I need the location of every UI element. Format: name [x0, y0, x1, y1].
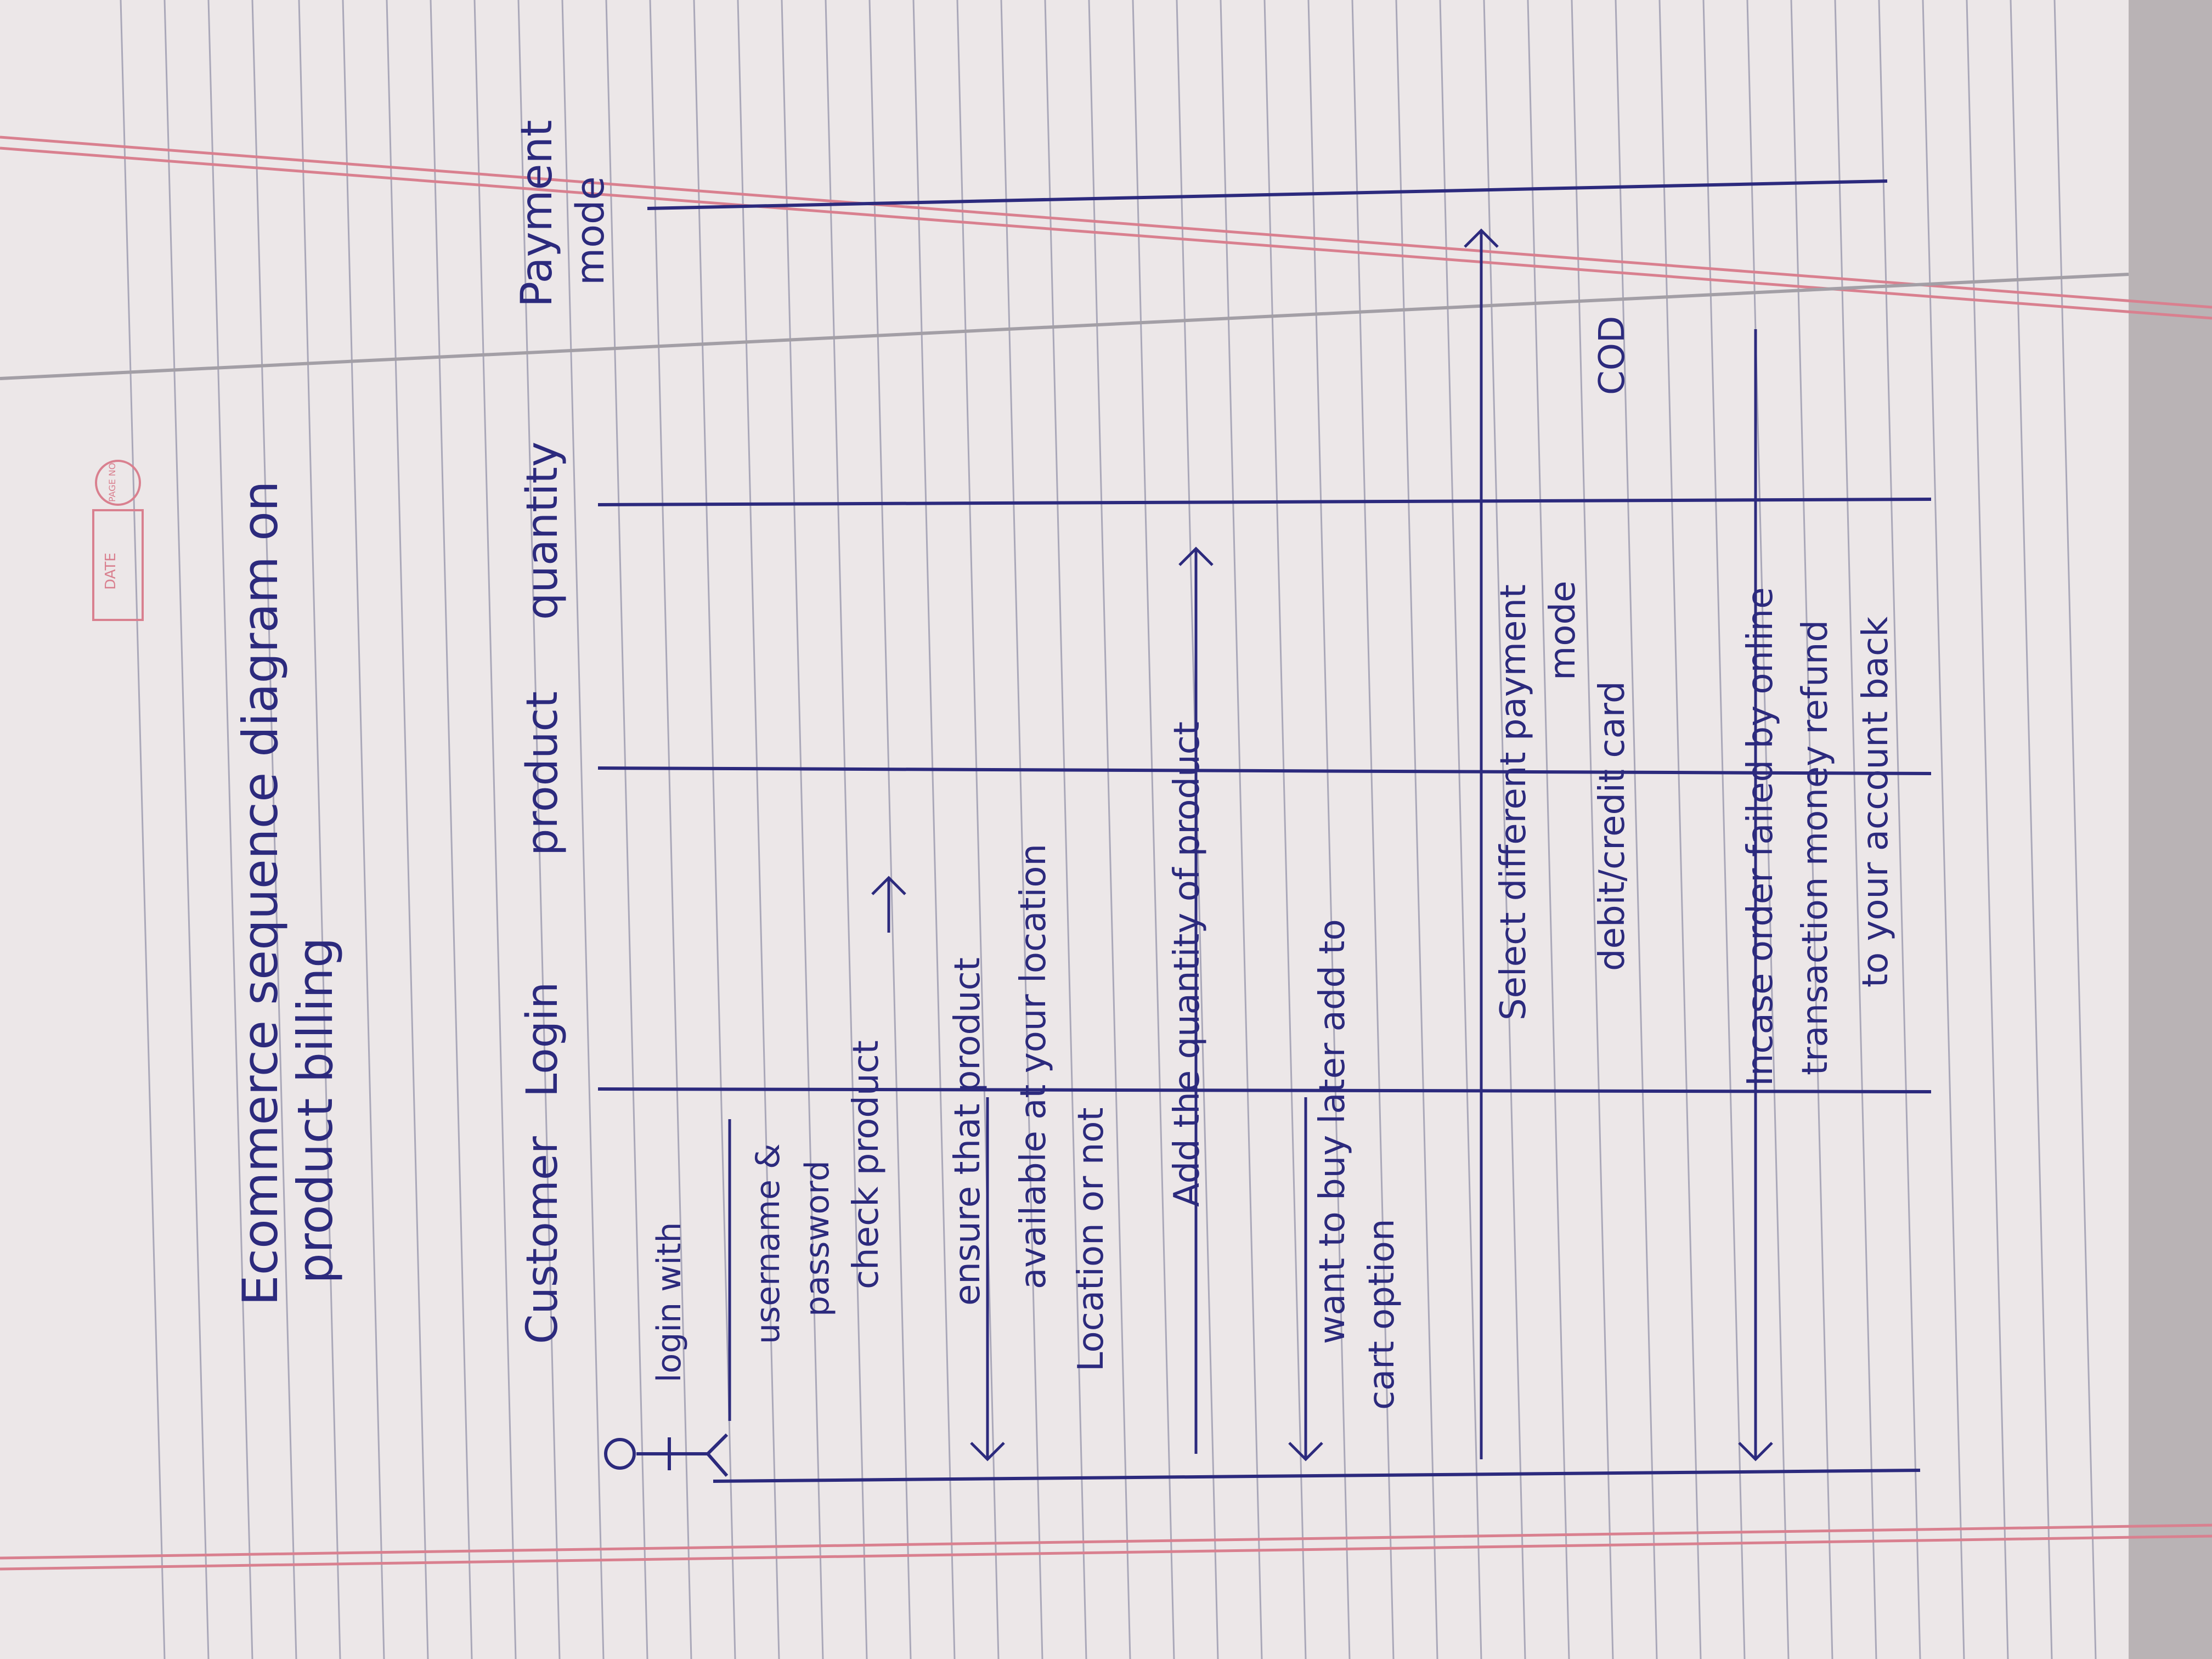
- diagram-title-line1: Ecommerce sequence diagram on: [232, 481, 289, 1306]
- msg-buy-later-line1: want to buy later add to: [1312, 919, 1353, 1344]
- page-stamp-label: PAGE NO.: [107, 460, 117, 502]
- msg-ensure-line2: available at your location: [1013, 843, 1054, 1289]
- diagram-title-line2: product billing: [287, 937, 343, 1284]
- lifeline-label-payment: Payment: [512, 120, 562, 307]
- lifeline-label-product: product: [518, 691, 567, 856]
- msg-add-quantity: Add the quantity of product: [1167, 721, 1207, 1207]
- date-stamp-label: DATE: [103, 552, 119, 590]
- paper-shadow: [2129, 0, 2212, 1659]
- msg-login-line2: username &: [749, 1143, 787, 1344]
- lifeline-label-login: Login: [518, 981, 567, 1097]
- msg-buy-later-line2: cart option: [1362, 1218, 1402, 1410]
- msg-ensure-line3: Location or not: [1071, 1107, 1111, 1372]
- lifeline-label-quantity: quantity: [518, 441, 567, 620]
- msg-refund-line3: to your account back: [1855, 616, 1896, 988]
- msg-login-line1: login with: [650, 1222, 689, 1383]
- msg-refund-line1: Incase order failed by online: [1740, 587, 1781, 1086]
- msg-login-line3: password: [798, 1160, 837, 1317]
- msg-payment-line2: mode: [1543, 580, 1583, 680]
- msg-ensure-line1: ensure that product: [947, 957, 988, 1306]
- msg-payment-line3: debit/credit card: [1592, 681, 1633, 971]
- lifeline-label-customer: Customer: [518, 1136, 567, 1344]
- lifeline-label-payment-mode: mode: [568, 176, 613, 285]
- msg-check-product: check product: [846, 1040, 887, 1289]
- msg-payment-line4: COD: [1592, 315, 1633, 395]
- msg-refund-line2: transaction money refund: [1795, 619, 1836, 1075]
- msg-payment-line1: Select different payment: [1493, 584, 1534, 1020]
